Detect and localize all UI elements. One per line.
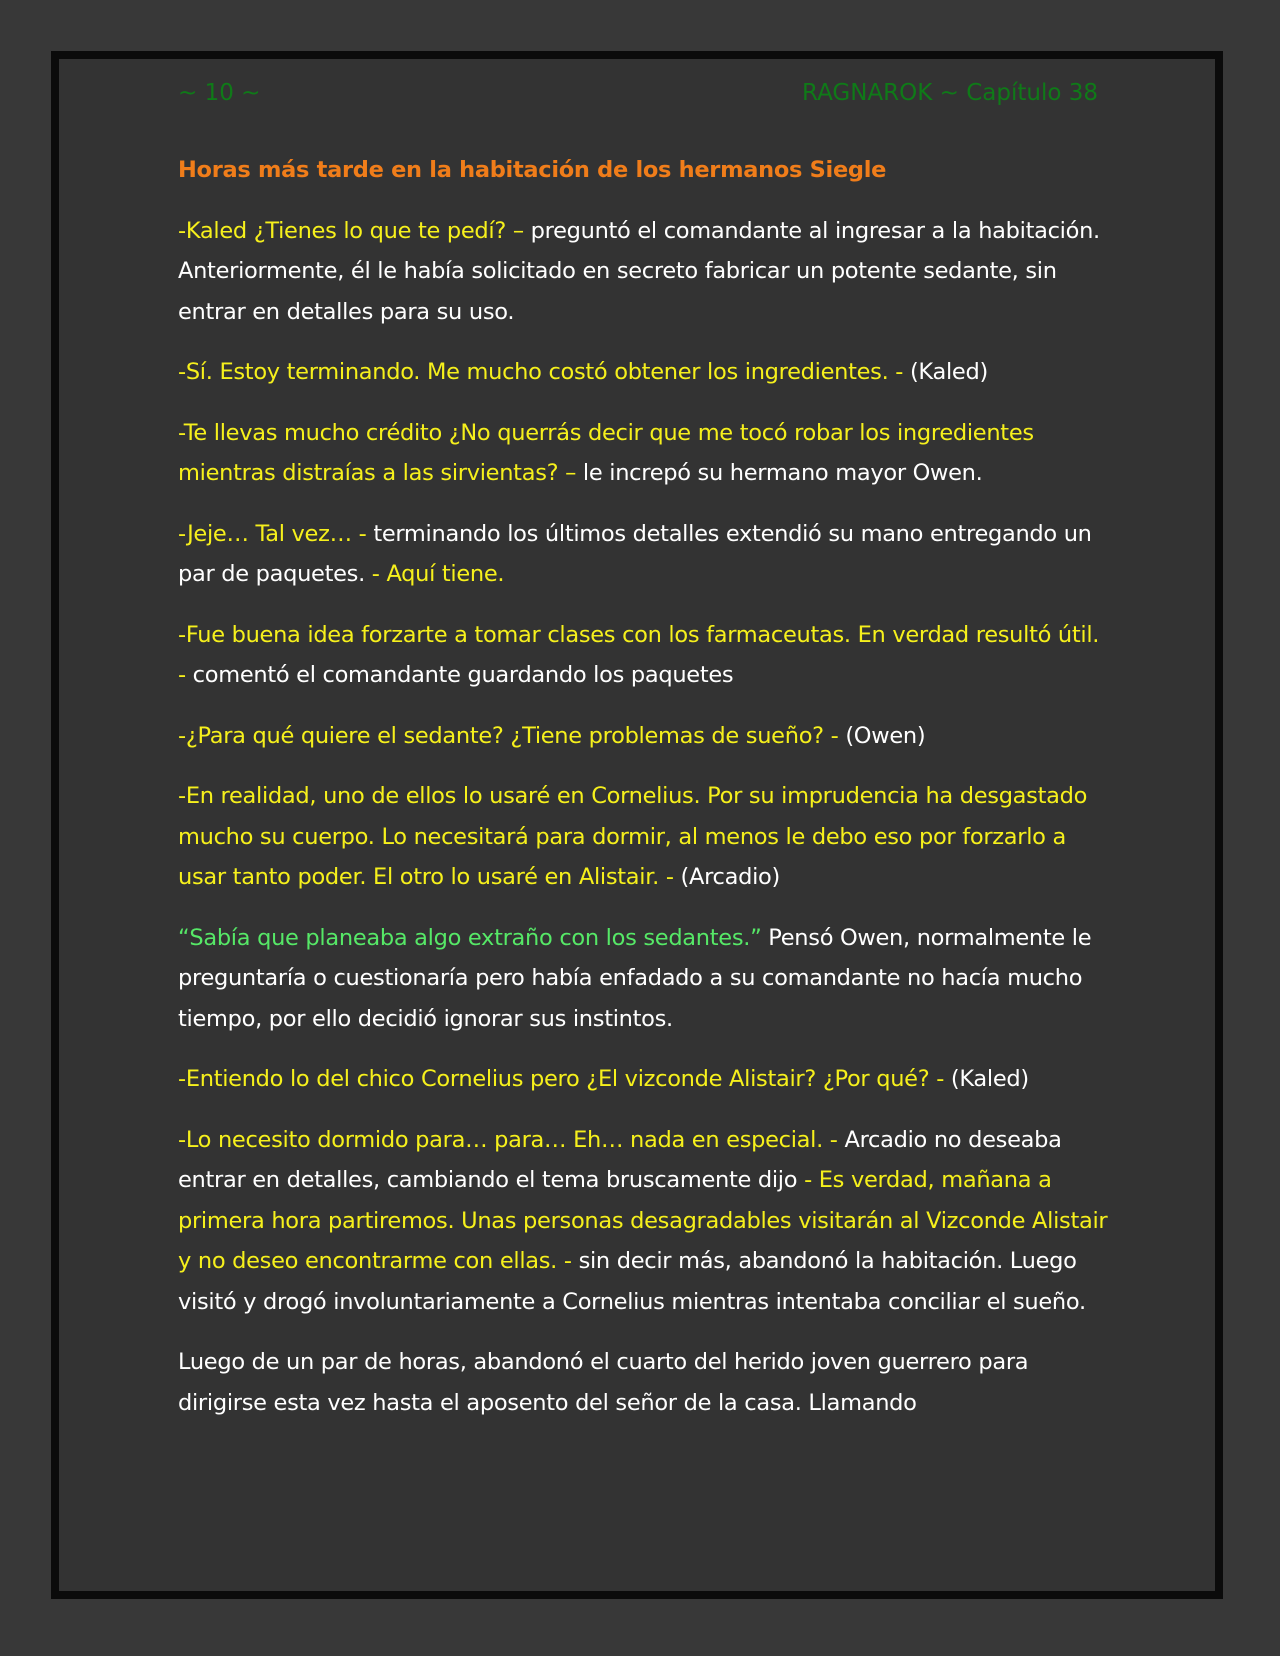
paragraph: [178, 413, 1108, 494]
paragraph: [178, 716, 1108, 757]
dialogue-text: - Aquí tiene.: [371, 561, 505, 587]
narration-text: terminando los últimos detalles extendió su mano entregando un par de paquetes.: [178, 520, 1092, 587]
narration-text: preguntó el comandante al ingresar a la habitación. Anteriormente, él le había solicitado en secreto fabricar un potente sedante, sin entrar en detalles para su uso.: [178, 217, 1100, 325]
dialogue-text: -Fue buena idea forzarte a tomar clases con los farmaceutas. En verdad resultó útil. -: [178, 621, 1100, 688]
paragraph: [178, 1120, 1108, 1323]
page-header: [178, 80, 1098, 110]
dialogue-text: -En realidad, uno de ellos lo usaré en Cornelius. Por su imprudencia ha desgastado mucho su cuerpo. Lo necesitará para dormir, al menos le debo eso por forzarlo a usar tanto poder. El otro lo usaré en Alistair. -: [178, 783, 1088, 890]
narration-text: Arcadio no deseaba entrar en detalles, cambiando el tema bruscamente dijo: [178, 1126, 1062, 1193]
dialogue-text: -Jeje… Tal vez… -: [178, 520, 374, 547]
thought-text: “Sabía que planeaba algo extraño con los sedantes.”: [178, 924, 769, 951]
narration-text: (Kaled): [950, 1066, 1029, 1092]
paragraph: [178, 776, 1108, 898]
paragraph: [178, 918, 1108, 1040]
dialogue-text: -Entiendo lo del chico Cornelius pero ¿El vizconde Alistair? ¿Por qué? -: [178, 1066, 951, 1092]
chapter-title: RAGNAROK ~ Capítulo 38: [802, 80, 1098, 106]
paragraphs: [178, 211, 1108, 1424]
dialogue-text: -Kaled ¿Tienes lo que te pedí? –: [178, 217, 531, 244]
dialogue-text: -Lo necesito dormido para… para… Eh… nada en especial. -: [178, 1126, 845, 1153]
narration-text: (Kaled): [909, 359, 988, 385]
narration-text: (Owen): [845, 722, 926, 749]
paragraph: [178, 514, 1108, 595]
page-number: ~ 10 ~: [178, 80, 261, 106]
narration-text: comentó el comandante guardando los paquetes: [192, 662, 734, 688]
dialogue-text: -Te llevas mucho crédito ¿No querrás decir que me tocó robar los ingredientes mientras distraías a las sirvientas? –: [178, 419, 1034, 486]
page-body: [178, 150, 1108, 1443]
narration-text: Luego de un par de horas, abandonó el cuarto del herido joven guerrero para dirigirse esta vez hasta el aposento del señor de la casa. Llamando: [178, 1349, 1029, 1416]
dialogue-text: -¿Para qué quiere el sedante? ¿Tiene problemas de sueño? -: [178, 722, 846, 749]
narration-text: le increpó su hermano mayor Owen.: [582, 460, 983, 486]
paragraph: [178, 615, 1108, 696]
paragraph: [178, 211, 1108, 333]
narration-text: Pensó Owen, normalmente le preguntaría o cuestionaría pero había enfadado a su comandante no hacía mucho tiempo, por ello decidió ignorar sus instintos.: [178, 924, 1092, 1032]
narration-text: sin decir más, abandonó la habitación. Luego visitó y drogó involuntariamente a Cornelius mientras intentaba conciliar el sueño.: [178, 1248, 1086, 1315]
paragraph: [178, 1342, 1108, 1423]
narration-text: (Arcadio): [680, 864, 780, 890]
paragraph: [178, 352, 1108, 393]
paragraph: [178, 1059, 1108, 1100]
dialogue-text: -Sí. Estoy terminando. Me mucho costó obtener los ingredientes. -: [178, 359, 910, 385]
section-heading: Horas más tarde en la habitación de los hermanos Siegle: [178, 157, 887, 183]
dialogue-text: - Es verdad, mañana a primera hora partiremos. Unas personas desagradables visitarán al Vizconde Alistair y no deseo encontrarme con ellas. -: [178, 1167, 1108, 1274]
